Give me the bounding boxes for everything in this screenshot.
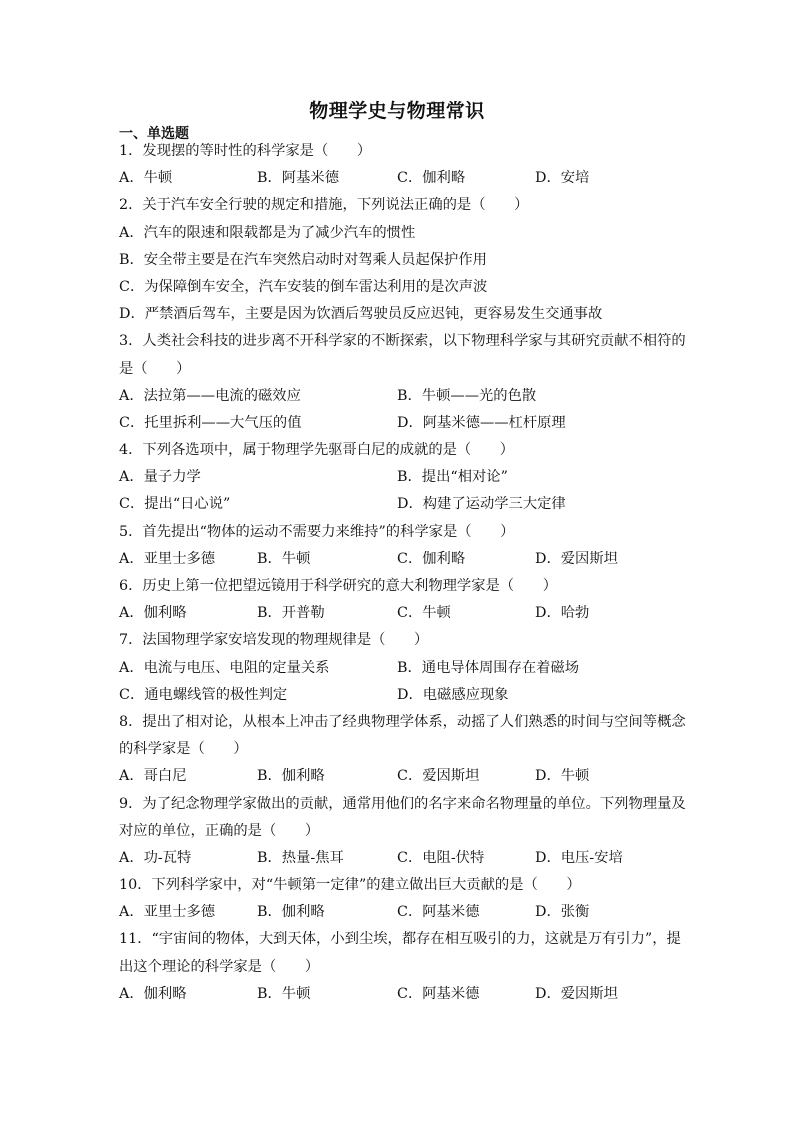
question-stem: 是（ ） — [119, 360, 191, 377]
option-b: B．伽利略 — [257, 768, 325, 785]
option-d: D．爱因斯坦 — [535, 985, 618, 1002]
option-c: C．伽利略 — [397, 170, 466, 187]
option-c: C．爱因斯坦 — [397, 768, 480, 785]
option-c: C．阿基米德 — [397, 985, 480, 1002]
question-stem: 6．历史上第一位把望远镜用于科学研究的意大利物理学家是（ ） — [119, 578, 557, 594]
question-4 — [119, 437, 679, 519]
option-c: C．牛顿 — [397, 605, 451, 622]
option-b: B．牛顿 — [257, 985, 311, 1002]
question-stem: 11．“宇宙间的物体，大到天体，小到尘埃，都存在相互吸引的力，这就是万有引力”，提 — [119, 931, 681, 948]
option-a: A．亚里士多德 — [119, 550, 216, 567]
question-list — [119, 138, 686, 1008]
option-b: B．伽利略 — [257, 904, 325, 921]
question-stem: 的科学家是（ ） — [119, 741, 248, 758]
option-a: A．功-瓦特 — [119, 849, 192, 866]
option-row — [119, 655, 679, 682]
option-b: B．通电导体周围存在着磁场 — [397, 659, 580, 676]
option-d: D．构建了运动学三大定律 — [397, 496, 566, 513]
option-row — [119, 981, 679, 1008]
option-row — [119, 165, 679, 192]
option-d: D．严禁酒后驾车，主要是因为饮酒后驾驶员反应迟钝，更容易发生交通事故 — [119, 306, 603, 323]
option-a: A．汽车的限速和限载都是为了减少汽车的惯性 — [119, 224, 416, 241]
question-stem: 2．关于汽车安全行驶的规定和措施，下列说法正确的是（ ） — [119, 197, 529, 214]
option-row — [119, 491, 679, 518]
option-c: C．电阻-伏特 — [397, 849, 485, 866]
option-b: B．热量-焦耳 — [257, 849, 344, 866]
option-b: B．阿基米德 — [257, 170, 339, 187]
option-d: D．阿基米德——杠杆原理 — [397, 414, 566, 431]
option-a: A．伽利略 — [119, 605, 187, 622]
section-heading: 一、单选题 — [119, 126, 189, 142]
option-row — [119, 682, 679, 709]
option-a: A．量子力学 — [119, 469, 201, 486]
question-stem: 出这个理论的科学家是（ ） — [119, 958, 320, 975]
option-d: D．电磁感应现象 — [397, 686, 509, 703]
page-title: 物理学史与物理常识 — [309, 100, 485, 122]
question-stem: 9．为了纪念物理学家做出的贡献，通常用他们的名字来命名物理量的单位。下列物理量及 — [119, 795, 686, 812]
question-stem: 3．人类社会科技的进步离不开科学家的不断探索，以下物理科学家与其研究贡献不相符的 — [119, 333, 686, 350]
option-d: D．张衡 — [535, 904, 590, 921]
option-d: D．哈勃 — [535, 605, 590, 622]
question-stem: 4．下列各选项中，属于物理学先驱哥白尼的成就的是（ ） — [119, 442, 515, 459]
option-row — [119, 600, 679, 627]
option-a: A．牛顿 — [119, 170, 173, 187]
question-stem: 1．发现摆的等时性的科学家是（ ） — [119, 143, 372, 159]
option-b: B．开普勒 — [257, 605, 325, 622]
option-row — [119, 763, 679, 790]
option-b: B．安全带主要是在汽车突然启动时对驾乘人员起保护作用 — [119, 251, 487, 268]
option-d: D．安培 — [535, 170, 590, 187]
question-6 — [119, 573, 679, 627]
question-9 — [119, 791, 686, 873]
question-3 — [119, 328, 686, 437]
option-c: C．通电螺线管的极性判定 — [119, 686, 288, 703]
option-row — [119, 410, 679, 437]
option-a: A．亚里士多德 — [119, 904, 216, 921]
question-stem: 10．下列科学家中，对“牛顿第一定律”的建立做出巨大贡献的是（ ） — [119, 877, 581, 894]
option-d: D．牛顿 — [535, 768, 590, 785]
option-c: C．托里拆利——大气压的值 — [119, 414, 302, 431]
question-stem: 7．法国物理学家安培发现的物理规律是（ ） — [119, 632, 429, 649]
option-c: C．阿基米德 — [397, 904, 480, 921]
question-1 — [119, 138, 679, 192]
option-row — [119, 899, 679, 926]
option-a: A．电流与电压、电阻的定量关系 — [119, 659, 330, 676]
option-a: A．伽利略 — [119, 985, 187, 1002]
option-row — [119, 845, 679, 872]
question-10 — [119, 872, 679, 926]
option-b: B．牛顿——光的色散 — [397, 387, 537, 404]
question-11 — [119, 926, 679, 1008]
question-8 — [119, 709, 686, 791]
option-row — [119, 546, 679, 573]
option-a: A．法拉第——电流的磁效应 — [119, 387, 301, 404]
option-c: C．伽利略 — [397, 550, 466, 567]
option-b: B．牛顿 — [257, 550, 311, 567]
question-stem: 8．提出了相对论，从根本上冲击了经典物理学体系，动摇了人们熟悉的时间与空间等概念 — [119, 713, 686, 730]
option-b: B．提出“相对论” — [397, 469, 508, 486]
option-a: A．哥白尼 — [119, 768, 187, 785]
option-d: D．爱因斯坦 — [535, 550, 618, 567]
option-d: D．电压-安培 — [535, 849, 623, 866]
option-row — [119, 383, 679, 410]
option-c: C．为保障倒车安全，汽车安装的倒车雷达利用的是次声波 — [119, 278, 488, 295]
option-row — [119, 464, 679, 491]
question-2 — [119, 192, 679, 328]
question-7 — [119, 627, 679, 709]
question-stem: 5．首先提出“物体的运动不需要力来维持”的科学家是（ ） — [119, 523, 515, 540]
question-stem: 对应的单位，正确的是（ ） — [119, 822, 320, 839]
option-c: C．提出“日心说” — [119, 496, 231, 513]
question-5 — [119, 519, 679, 573]
